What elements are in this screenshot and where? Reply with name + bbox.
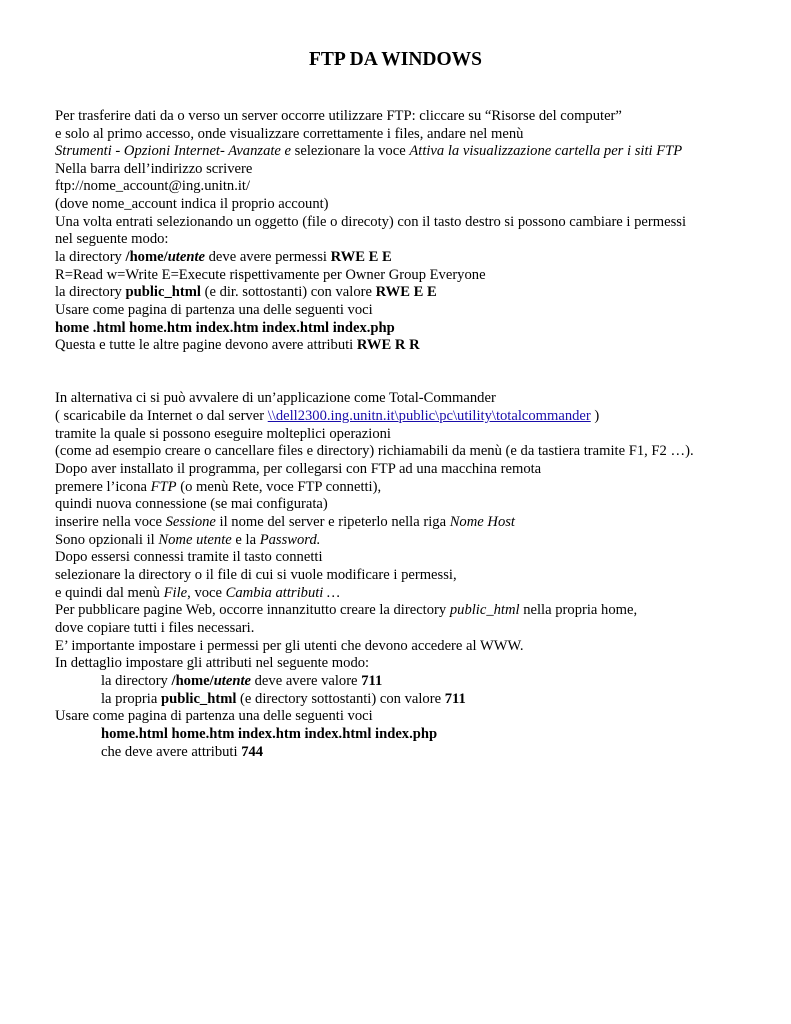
p2-line3: tramite la quale si possono eseguire molteplici operazioni (55, 426, 391, 442)
user-text: utente (167, 249, 205, 265)
permission-text: RWE R R (356, 337, 420, 353)
p2-line18: la propria public_html (e directory sottostanti) con valore 711 (101, 691, 466, 707)
p1-line14: Questa e tutte le altre pagine devono avere attributi RWE R R (55, 337, 420, 353)
p2-line19: Usare come pagina di partenza una delle seguenti voci (55, 708, 373, 724)
p2-line10: Dopo essersi connessi tramite il tasto connetti (55, 549, 323, 565)
p1-line4: Nella barra dell’indirizzo scrivere (55, 161, 253, 177)
p2-line2: ( scaricabile da Internet o dal server \\dell2300.ing.unitn.it\public\pc\utility\totalcommander ) (55, 408, 600, 424)
home-path-text: /home/ (125, 249, 168, 265)
p1-line12: Usare come pagina di partenza una delle seguenti voci (55, 302, 373, 318)
start-pages-list-2: home.html home.htm index.htm index.html index.php (101, 726, 438, 742)
p1-line3: Strumenti - Opzioni Internet- Avanzate e selezionare la voce Attiva la visualizzazione cartella per i siti FTP (55, 143, 683, 159)
menu-path-text: Strumenti - Opzioni Internet- Avanzate e (55, 143, 292, 159)
p2-line14: dove copiare tutti i files necessari. (55, 620, 255, 636)
p1-line11: la directory public_html (e dir. sottostanti) con valore RWE E E (55, 284, 437, 300)
p2-line1: In alternativa ci si può avvalere di un’applicazione come Total-Commander (55, 390, 496, 406)
p1-line9: la directory /home/utente deve avere permessi RWE E E (55, 249, 392, 265)
server-path-link[interactable]: \\dell2300.ing.unitn.it\public\pc\utility\totalcommander (267, 408, 591, 424)
public-html-text: public_html (125, 284, 201, 300)
permission-text: RWE E E (375, 284, 437, 300)
p1-line8: nel seguente modo: (55, 231, 169, 247)
p2-line7: quindi nuova connessione (se mai configurata) (55, 496, 328, 512)
ftp-address-text: ftp://nome_account@ing.unitn.it/ (55, 178, 251, 194)
p2-line6: premere l’icona FTP (o menù Rete, voce FTP connetti), (55, 479, 382, 495)
p2-line5: Dopo aver installato il programma, per collegarsi con FTP ad una macchina remota (55, 461, 542, 477)
p2-line15: E’ importante impostare i permessi per gli utenti che devono accedere al WWW. (55, 638, 524, 654)
p1-line2: e solo al primo accesso, onde visualizzare correttamente i files, andare nel menù (55, 126, 524, 142)
p2-line4: (come ad esempio creare o cancellare files e directory) richiamabili da menù (e da tastiera tramite F1, F2 …). (55, 443, 694, 459)
permission-text: RWE E E (330, 249, 392, 265)
p2-line13: Per pubblicare pagine Web, occorre innanzitutto creare la directory public_html nella propria home, (55, 602, 638, 618)
p2-line12: e quindi dal menù File, voce Cambia attributi … (55, 585, 340, 601)
p2-line16: In dettaglio impostare gli attributi nel seguente modo: (55, 655, 370, 671)
p2-line9: Sono opzionali il Nome utente e la Password. (55, 532, 321, 548)
p2-line17: la directory /home/utente deve avere valore 711 (101, 673, 383, 689)
p1-line1: Per trasferire dati da o verso un server occorre utilizzare FTP: cliccare su “Risorse del computer” (55, 108, 622, 124)
p1-line6: (dove nome_account indica il proprio account) (55, 196, 329, 212)
p1-line10: R=Read w=Write E=Execute rispettivamente per Owner Group Everyone (55, 267, 486, 283)
p2-line8: inserire nella voce Sessione il nome del server e ripeterlo nella riga Nome Host (55, 514, 515, 530)
p1-line7: Una volta entrati selezionando un oggetto (file o direcoty) con il tasto destro si possono cambiare i permessi (55, 214, 687, 230)
p2-line21: che deve avere attributi 744 (101, 744, 264, 760)
start-pages-list: home .html home.htm index.htm index.html index.php (55, 320, 395, 336)
p2-line11: selezionare la directory o il file di cui si vuole modificare i permessi, (55, 567, 457, 583)
option-name-text: Attiva la visualizzazione cartella per i siti FTP (409, 143, 683, 159)
document-title: FTP DA WINDOWS (308, 49, 482, 70)
